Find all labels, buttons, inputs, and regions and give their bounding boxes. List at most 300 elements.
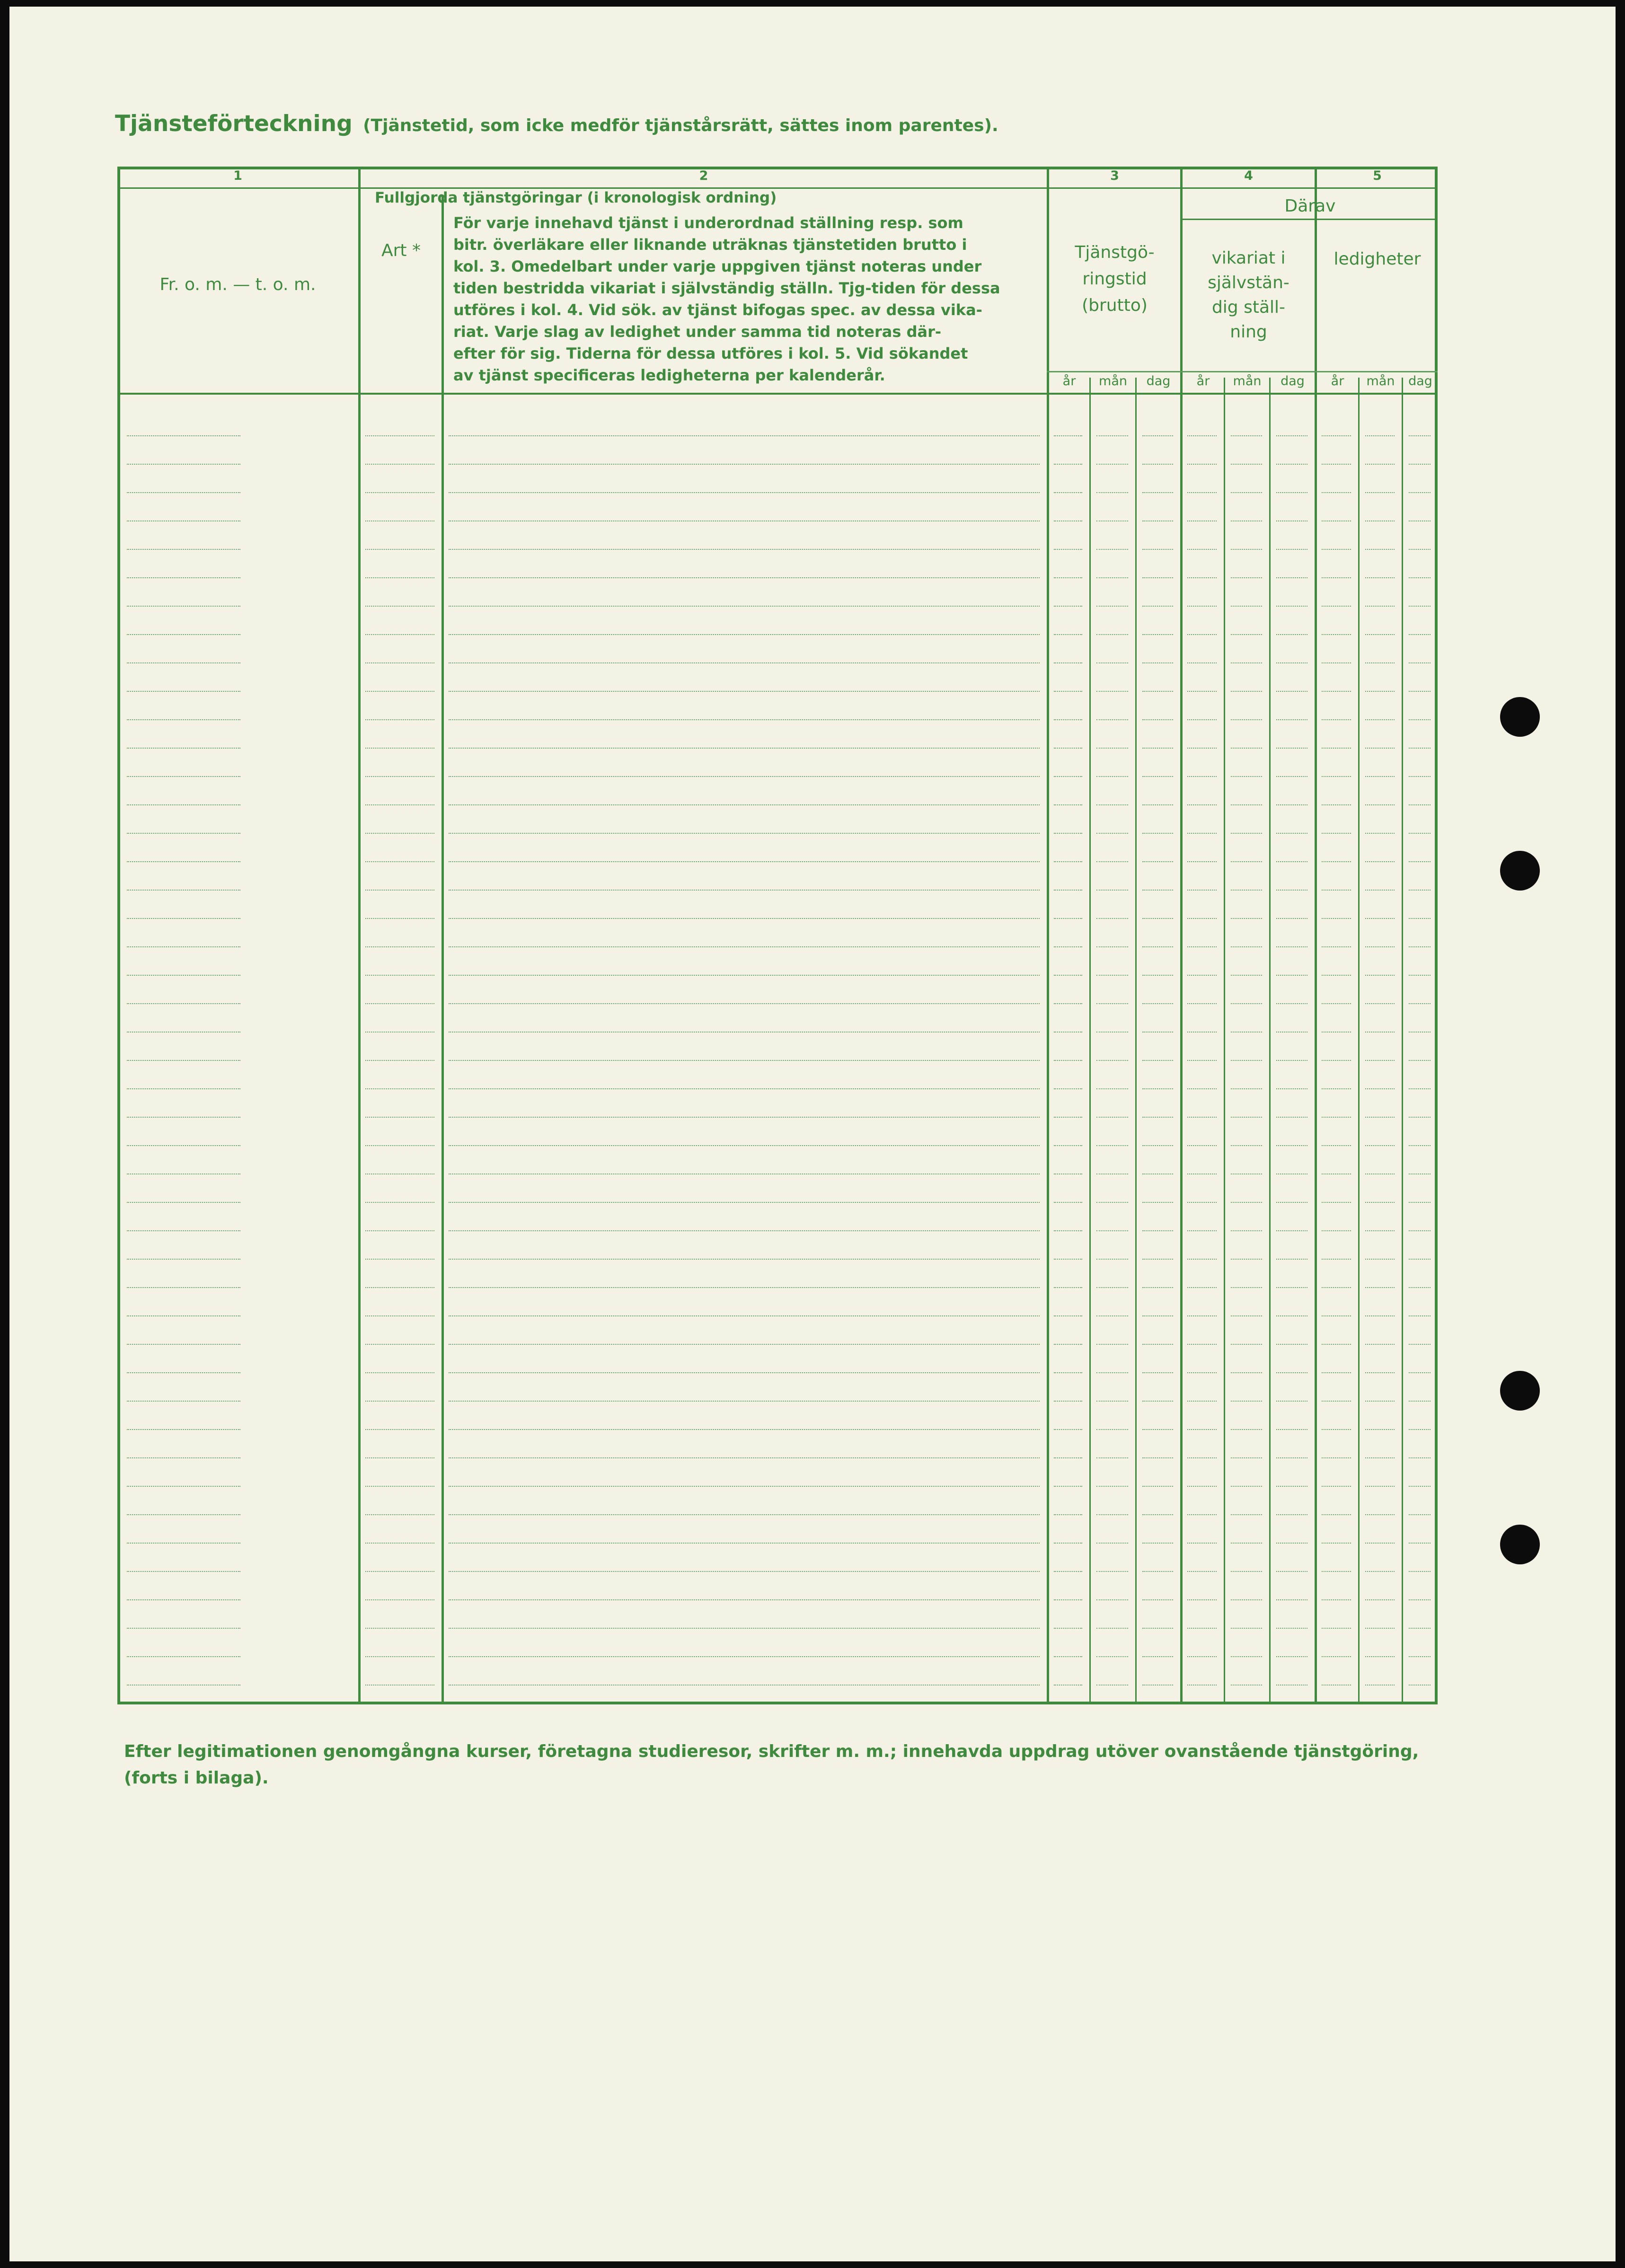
- entry-line: [1322, 748, 1351, 749]
- entry-line: [1276, 1315, 1307, 1316]
- entry-line: [449, 1401, 1040, 1402]
- entry-line: [1322, 975, 1351, 976]
- entry-line: [1142, 1457, 1173, 1458]
- entry-line: [449, 634, 1040, 635]
- entry-line: [365, 833, 434, 834]
- entry-line: [1365, 662, 1395, 663]
- entry-line: [1054, 776, 1082, 777]
- entry-line: [1142, 1003, 1173, 1004]
- entry-line: [365, 1060, 434, 1061]
- entry-line: [1142, 1685, 1173, 1686]
- entry-line: [1187, 464, 1217, 465]
- entry-line: [449, 549, 1040, 550]
- entry-line: [365, 1202, 434, 1203]
- entry-line: [1365, 1429, 1395, 1430]
- entry-line: [1142, 1514, 1173, 1515]
- col5-header: ledigheter: [1334, 249, 1421, 269]
- col3-header-line: ringstid: [1082, 269, 1147, 289]
- entry-line: [127, 1429, 240, 1430]
- entry-line: [1142, 946, 1173, 947]
- form-page: [9, 7, 1616, 2261]
- entry-line: [1365, 946, 1395, 947]
- entry-line: [449, 662, 1040, 663]
- entry-line: [1054, 1230, 1082, 1231]
- col3-header: [1049, 239, 1180, 319]
- entry-line: [1142, 1060, 1173, 1061]
- entry-line: [1231, 1514, 1262, 1515]
- entry-line: [365, 1117, 434, 1118]
- entry-line: [1231, 1401, 1262, 1402]
- entry-line: [127, 1259, 240, 1260]
- entry-line: [1409, 748, 1431, 749]
- entry-line: [1054, 1514, 1082, 1515]
- entry-line: [449, 606, 1040, 607]
- entry-line: [1096, 719, 1128, 720]
- entry-line: [1231, 1457, 1262, 1458]
- entry-line: [1365, 861, 1395, 862]
- entry-line: [1322, 1628, 1351, 1629]
- entry-line: [1365, 1117, 1395, 1118]
- entry-line: [1276, 1571, 1307, 1572]
- entry-line: [1409, 1202, 1431, 1203]
- unit-dag: dag: [1408, 374, 1432, 388]
- entry-line: [1231, 776, 1262, 777]
- entry-line: [1096, 1032, 1128, 1033]
- entry-line: [1276, 606, 1307, 607]
- entry-line: [1231, 1543, 1262, 1544]
- entry-line: [1096, 1401, 1128, 1402]
- entry-line: [1054, 1656, 1082, 1657]
- entry-line: [365, 1315, 434, 1316]
- entry-line: [127, 1486, 240, 1487]
- entry-line: [1231, 1486, 1262, 1487]
- entry-line: [1231, 946, 1262, 947]
- entry-line: [365, 946, 434, 947]
- entry-line: [1231, 1230, 1262, 1231]
- entry-line: [127, 946, 240, 947]
- entry-line: [449, 1117, 1040, 1118]
- entry-line: [127, 1145, 240, 1146]
- entry-line: [1231, 918, 1262, 919]
- entry-line: [365, 492, 434, 493]
- entry-line: [1276, 1429, 1307, 1430]
- entry-line: [1054, 662, 1082, 663]
- service-table: [117, 167, 1438, 1704]
- unit-man: mån: [1233, 374, 1262, 388]
- entry-line: [1096, 1685, 1128, 1686]
- entry-line: [1142, 1315, 1173, 1316]
- entry-line: [1276, 1656, 1307, 1657]
- entry-line: [1276, 1599, 1307, 1600]
- entry-line: [1365, 492, 1395, 493]
- entry-line: [1322, 549, 1351, 550]
- entry-line: [1187, 861, 1217, 862]
- entry-line: [1322, 1287, 1351, 1288]
- entry-line: [1096, 1599, 1128, 1600]
- entry-line: [1322, 1117, 1351, 1118]
- entry-line: [365, 1571, 434, 1572]
- entry-line: [1231, 1088, 1262, 1089]
- instruction-line: tiden bestridda vikariat i självständig ställn. Tjg-tiden för dessa: [453, 279, 1000, 297]
- entry-line: [127, 606, 240, 607]
- entry-line: [1409, 1514, 1431, 1515]
- entry-line: [1187, 975, 1217, 976]
- entry-line: [1365, 1514, 1395, 1515]
- entry-line: [1231, 464, 1262, 465]
- entry-line: [1276, 1344, 1307, 1345]
- col4-header-line: vikariat i: [1211, 248, 1286, 268]
- entry-line: [1365, 1060, 1395, 1061]
- instruction-line: kol. 3. Omedelbart under varje uppgiven tjänst noteras under: [453, 257, 982, 275]
- entry-line: [1142, 975, 1173, 976]
- footer-note: Efter legitimationen genomgångna kurser, företagna studieresor, skrifter m. m.; innehavda uppdrag utöver ovanstående tjänstgöring, (forts i bilaga).: [124, 1742, 1419, 1788]
- entry-line: [1276, 1117, 1307, 1118]
- entry-line: [127, 492, 240, 493]
- entry-line: [1187, 492, 1217, 493]
- entry-line: [1054, 1003, 1082, 1004]
- entry-line: [1231, 1287, 1262, 1288]
- entry-line: [1409, 691, 1431, 692]
- entry-line: [1276, 1145, 1307, 1146]
- entry-line: [1187, 890, 1217, 891]
- entry-line: [1142, 634, 1173, 635]
- entry-line: [1231, 748, 1262, 749]
- entry-line: [1322, 464, 1351, 465]
- entry-line: [1276, 435, 1307, 436]
- entry-line: [449, 1344, 1040, 1345]
- title-text: Tjänsteförteckning: [115, 111, 353, 137]
- entry-line: [1409, 1060, 1431, 1061]
- entry-line: [1142, 918, 1173, 919]
- entry-line: [1142, 691, 1173, 692]
- entry-line: [1365, 606, 1395, 607]
- entry-line: [1187, 946, 1217, 947]
- entry-line: [1365, 577, 1395, 578]
- entry-line: [1231, 1599, 1262, 1600]
- entry-line: [1096, 691, 1128, 692]
- entry-line: [449, 1259, 1040, 1260]
- entry-line: [1276, 1003, 1307, 1004]
- entry-line: [1187, 1088, 1217, 1089]
- entry-line: [1187, 1429, 1217, 1430]
- punch-hole: [1500, 1525, 1540, 1564]
- entry-line: [1409, 890, 1431, 891]
- entry-line: [1187, 1344, 1217, 1345]
- entry-line: [365, 748, 434, 749]
- entry-line: [449, 691, 1040, 692]
- entry-line: [1187, 918, 1217, 919]
- entry-line: [365, 1486, 434, 1487]
- entry-line: [1365, 748, 1395, 749]
- entry-line: [1322, 606, 1351, 607]
- col3-header-line: Tjänstgö-: [1075, 243, 1155, 262]
- entry-line: [1231, 691, 1262, 692]
- entry-line: [1322, 918, 1351, 919]
- entry-line: [1142, 662, 1173, 663]
- entry-line: [1187, 1202, 1217, 1203]
- col4-header: [1183, 246, 1315, 344]
- entry-line: [1054, 833, 1082, 834]
- entry-line: [1187, 1230, 1217, 1231]
- entry-line: [1054, 1401, 1082, 1402]
- entry-line: [1054, 1486, 1082, 1487]
- punch-hole: [1500, 1371, 1540, 1411]
- entry-line: [1365, 1230, 1395, 1231]
- entry-line: [1322, 804, 1351, 805]
- entry-line: [1365, 975, 1395, 976]
- entry-line: [1142, 1088, 1173, 1089]
- entry-line: [1096, 1060, 1128, 1061]
- entry-line: [365, 1145, 434, 1146]
- entry-line: [365, 1656, 434, 1657]
- entry-line: [1322, 1571, 1351, 1572]
- col4-header-line: dig ställ-: [1211, 298, 1286, 317]
- entry-line: [1096, 1088, 1128, 1089]
- entry-line: [1322, 1401, 1351, 1402]
- entry-line: [1096, 1372, 1128, 1373]
- entry-line: [449, 464, 1040, 465]
- entry-line: [449, 1060, 1040, 1061]
- entry-line: [1276, 1287, 1307, 1288]
- entry-line: [1096, 804, 1128, 805]
- entry-line: [127, 890, 240, 891]
- entry-line: [1231, 1372, 1262, 1373]
- entry-line: [1054, 634, 1082, 635]
- entry-line: [365, 861, 434, 862]
- entry-line: [1187, 577, 1217, 578]
- entry-line: [127, 1656, 240, 1657]
- entry-line: [1322, 719, 1351, 720]
- unit-dag: dag: [1146, 374, 1171, 388]
- entry-line: [1142, 464, 1173, 465]
- unit-ar: år: [1062, 374, 1076, 388]
- entry-line: [1054, 1202, 1082, 1203]
- entry-line: [1276, 492, 1307, 493]
- punch-hole: [1500, 851, 1540, 891]
- entry-line: [1054, 1315, 1082, 1316]
- entry-line: [1187, 719, 1217, 720]
- entry-line: [1142, 861, 1173, 862]
- col2-title: Fullgjorda tjänstgöringar (i kronologisk ordning): [375, 189, 777, 206]
- entry-line: [1276, 1457, 1307, 1458]
- units-top-rule: [1047, 371, 1438, 372]
- entry-line: [1054, 1145, 1082, 1146]
- entry-line: [1322, 890, 1351, 891]
- entry-line: [1054, 748, 1082, 749]
- entry-line: [1231, 1656, 1262, 1657]
- entry-line: [1276, 1543, 1307, 1544]
- entry-line: [365, 1429, 434, 1430]
- entry-line: [449, 1514, 1040, 1515]
- entry-line: [1054, 606, 1082, 607]
- entry-line: [1365, 1543, 1395, 1544]
- entry-line: [365, 1514, 434, 1515]
- entry-line: [1409, 1457, 1431, 1458]
- entry-line: [127, 1344, 240, 1345]
- entry-line: [365, 1372, 434, 1373]
- entry-line: [1096, 606, 1128, 607]
- entry-line: [1365, 634, 1395, 635]
- entry-line: [1322, 435, 1351, 436]
- entry-line: [1276, 549, 1307, 550]
- entry-line: [1142, 776, 1173, 777]
- entry-line: [127, 1315, 240, 1316]
- entry-line: [1054, 946, 1082, 947]
- entry-line: [1096, 1230, 1128, 1231]
- entry-line: [1231, 1003, 1262, 1004]
- entry-line: [1322, 1599, 1351, 1600]
- entry-line: [1276, 804, 1307, 805]
- entry-line: [365, 1401, 434, 1402]
- entry-line: [365, 662, 434, 663]
- entry-line: [1322, 634, 1351, 635]
- entry-line: [1187, 606, 1217, 607]
- col-divider-4-5: [1315, 167, 1317, 1704]
- entry-line: [1276, 918, 1307, 919]
- entry-line: [1409, 1003, 1431, 1004]
- instruction-line: utföres i kol. 4. Vid sök. av tjänst bifogas spec. av dessa vika-: [453, 301, 982, 319]
- entry-line: [1142, 1599, 1173, 1600]
- entry-line: [1187, 776, 1217, 777]
- entry-line: [127, 1032, 240, 1033]
- entry-line: [1365, 1088, 1395, 1089]
- entry-line: [1276, 1486, 1307, 1487]
- entry-line: [1322, 1315, 1351, 1316]
- entry-line: [1142, 435, 1173, 436]
- entry-line: [449, 492, 1040, 493]
- entry-line: [365, 577, 434, 578]
- entry-line: [1142, 1032, 1173, 1033]
- entry-line: [1096, 946, 1128, 947]
- entry-line: [1142, 1287, 1173, 1288]
- col-number-2: 2: [699, 168, 708, 183]
- entry-line: [1187, 1117, 1217, 1118]
- entry-line: [1322, 1656, 1351, 1657]
- entry-line: [1096, 1003, 1128, 1004]
- form-title: [115, 111, 998, 137]
- entry-line: [127, 1685, 240, 1686]
- col-number-3: 3: [1110, 168, 1119, 183]
- entry-line: [1231, 1259, 1262, 1260]
- entry-line: [127, 1287, 240, 1288]
- entry-line: [1365, 1599, 1395, 1600]
- unit-man: mån: [1099, 374, 1127, 388]
- entry-line: [449, 1429, 1040, 1430]
- entry-line: [449, 833, 1040, 834]
- entry-line: [1276, 975, 1307, 976]
- entry-line: [1096, 1486, 1128, 1487]
- entry-line: [1096, 662, 1128, 663]
- entry-line: [1322, 662, 1351, 663]
- col-number-5: 5: [1373, 168, 1382, 183]
- entry-line: [1231, 492, 1262, 493]
- entry-line: [1054, 549, 1082, 550]
- number-row-rule: [117, 187, 1438, 189]
- entry-line: [127, 804, 240, 805]
- entry-line: [1322, 1088, 1351, 1089]
- entry-line: [1187, 634, 1217, 635]
- entry-line: [1187, 691, 1217, 692]
- entry-line: [1054, 1685, 1082, 1686]
- entry-line: [127, 719, 240, 720]
- entry-line: [1365, 1032, 1395, 1033]
- entry-line: [1054, 464, 1082, 465]
- entry-line: [127, 1202, 240, 1203]
- entry-line: [1409, 1685, 1431, 1686]
- entry-line: [1096, 1628, 1128, 1629]
- entry-line: [1187, 1543, 1217, 1544]
- entry-line: [1276, 691, 1307, 692]
- entry-line: [127, 435, 240, 436]
- entry-line: [365, 1457, 434, 1458]
- entry-line: [1096, 1543, 1128, 1544]
- entry-line: [1365, 464, 1395, 465]
- entry-line: [365, 1628, 434, 1629]
- entry-line: [1322, 492, 1351, 493]
- entry-line: [1142, 492, 1173, 493]
- entry-line: [1322, 1457, 1351, 1458]
- entry-line: [1409, 492, 1431, 493]
- entry-line: [127, 1117, 240, 1118]
- entry-line: [365, 804, 434, 805]
- entry-line: [1054, 1032, 1082, 1033]
- entry-line: [1054, 1088, 1082, 1089]
- entry-line: [1276, 662, 1307, 663]
- entry-line: [127, 549, 240, 550]
- entry-line: [449, 1486, 1040, 1487]
- entry-line: [1142, 1344, 1173, 1345]
- entry-line: [1231, 435, 1262, 436]
- entry-line: [449, 861, 1040, 862]
- entry-line: [449, 975, 1040, 976]
- entry-line: [1276, 1401, 1307, 1402]
- entry-line: [1322, 946, 1351, 947]
- entry-line: [1096, 577, 1128, 578]
- entry-line: [127, 1088, 240, 1089]
- entry-line: [1231, 634, 1262, 635]
- entry-line: [1276, 861, 1307, 862]
- entry-line: [1187, 1259, 1217, 1260]
- instruction-line: För varje innehavd tjänst i underordnad ställning resp. som: [453, 214, 963, 232]
- entry-line: [1365, 1372, 1395, 1373]
- entry-line: [1096, 1656, 1128, 1657]
- entry-line: [1231, 1315, 1262, 1316]
- entry-line: [1054, 1372, 1082, 1373]
- entry-line: [1409, 1599, 1431, 1600]
- entry-line: [1187, 435, 1217, 436]
- entry-line: [127, 833, 240, 834]
- entry-line: [449, 1571, 1040, 1572]
- entry-line: [449, 719, 1040, 720]
- entry-line: [1365, 719, 1395, 720]
- entry-line: [449, 1230, 1040, 1231]
- entry-line: [449, 1685, 1040, 1686]
- entry-line: [1322, 776, 1351, 777]
- entry-line: [1276, 776, 1307, 777]
- unit-man: mån: [1366, 374, 1395, 388]
- entry-line: [1231, 804, 1262, 805]
- entry-line: [1276, 748, 1307, 749]
- entry-line: [1096, 1429, 1128, 1430]
- entry-line: [449, 1599, 1040, 1600]
- entry-line: [127, 748, 240, 749]
- entry-line: [1096, 1202, 1128, 1203]
- entry-line: [1231, 1344, 1262, 1345]
- entry-line: [1096, 1344, 1128, 1345]
- entry-line: [1276, 577, 1307, 578]
- entry-line: [1276, 1032, 1307, 1033]
- instruction-line: bitr. överläkare eller liknande uträknas tjänstetiden brutto i: [453, 236, 967, 254]
